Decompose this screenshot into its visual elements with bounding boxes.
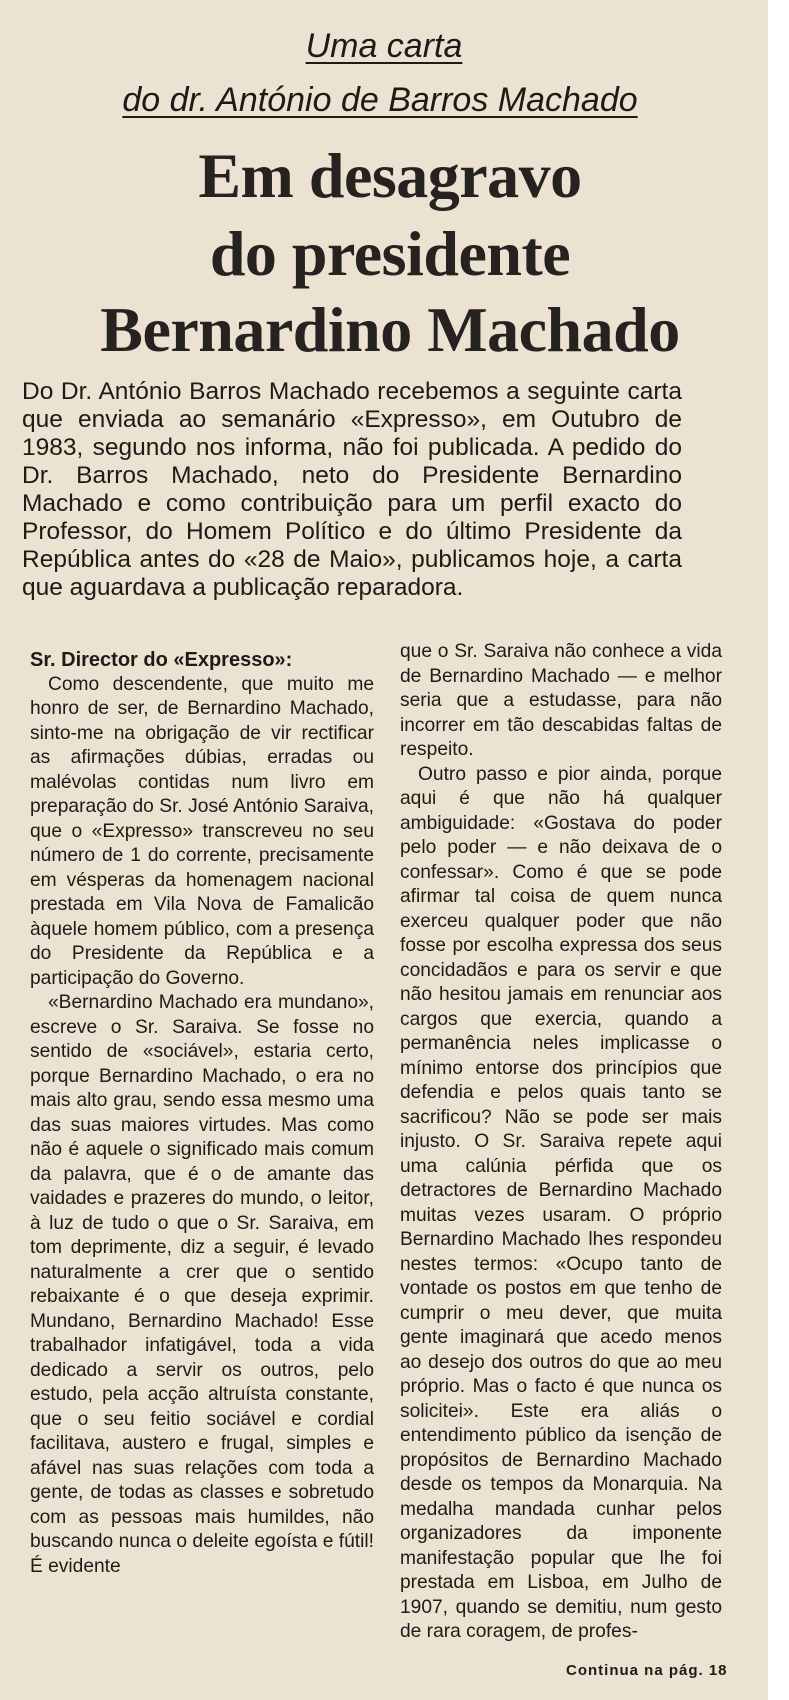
body-paragraph: Outro passo e pior ainda, porque aqui é que não há qualquer ambiguidade: «Gostava do poder pelo poder — e não deixava de o confessar». Como é que se pode afirmar tal coisa de quem nunca exerceu qualquer poder que não fosse por escolha expressa dos seus concidadãos e para os servir e que não hesitou jamais em renunciar aos cargos que exercia, quando a permanência neles implicasse o mínimo entorse dos princípios que defendia e pelos quais tanto se sacrificou? Não se pode ser mais injusto. O Sr. Saraiva repete aqui uma calúnia pérfida que os detractores de Bernardino Machado muitas vezes usaram. O próprio Bernardino Machado lhes respondeu nestes termos: «Ocupo tanto de vontade os postos em que tenho de cumprir o meu dever, que muita gente imaginará que acedo menos ao desejo dos outros do que ao meu próprio. Mas o facto é que nunca os solicitei». Este era aliás o entendimento público da isenção de propósitos de Bernardino Machado desde os tempos da Monarquia. Na medalha mandada cunhar pelos organizadores da imponente manifestação popular que lhe foi prestada em Lisboa, em Julho de 1907, quando se demitiu, num gesto de rara coragem, de profes- bbox=[400, 763, 722, 1642]
intro-paragraph: Do Dr. António Barros Machado recebemos a seguinte carta que enviada ao semanário «Expresso», em Outubro de 1983, segundo nos informa, não foi publicada. A pedido do Dr. Barros Machado, neto do Presidente Bernardino Machado e como contribuição para um perfil exacto do Professor, do Homem Político e do último Presidente da República antes do «28 de Maio», publicamos hoje, a carta que aguardava a publicação reparadora. bbox=[22, 378, 682, 601]
body-column-right bbox=[400, 640, 722, 1645]
headline-line-2: do presidente bbox=[209, 218, 571, 289]
continued-note: Continua na pág. 18 bbox=[566, 1662, 728, 1679]
headline-line-1: Em desagravo bbox=[198, 140, 582, 211]
salutation: Sr. Director do «Expresso»: bbox=[30, 649, 293, 671]
body-paragraph: «Bernardino Machado era mundano», escreve o Sr. Saraiva. Se fosse no sentido de «sociável», estaria certo, porque Bernardino Machado, o era no mais alto grau, sendo essa mesmo uma das suas maiores virtudes. Mas como não é aquele o significado mais comum da palavra, que é o de amante das vaidades e prazeres do mundo, o leitor, à luz de tudo o que o Sr. Saraiva, em tom deprimente, diz a seguir, é levado naturalmente a crer que o sentido rebaixante é o que deseja exprimir. Mundano, Bernardino Machado! Esse trabalhador infatigável, toda a vida dedicado a servir os outros, pelo estudo, pela acção altruísta constante, que o seu feitio sociável e cordial facilitava, austero e frugal, simples e afável nas suas relações com toda a gente, de todas as classes e sobretudo com as pessoas mais humildes, não buscando nunca o deleite egoísta e fútil! É evidente bbox=[30, 992, 374, 1577]
kicker-line-1: Uma carta bbox=[305, 27, 463, 65]
headline-line-3: Bernardino Machado bbox=[100, 294, 680, 365]
kicker-line-2: do dr. António de Barros Machado bbox=[122, 81, 638, 119]
body-paragraph: que o Sr. Saraiva não conhece a vida de Bernardino Machado — e melhor seria que a estudasse, para não incorrer em tão descabidas faltas de respeito. bbox=[400, 641, 722, 760]
body-column-left bbox=[30, 648, 374, 1579]
body-paragraph: Como descendente, que muito me honro de ser, de Bernardino Machado, sinto-me na obrigação de vir rectificar as afirmações dúbias, erradas ou malévolas contidas num livro em preparação do Sr. José António Saraiva, que o «Expresso» transcreveu no seu número de 1 do corrente, precisamente em vésperas da homenagem nacional prestada em Vila Nova de Famalicão àquele homem público, com a presença do Presidente da República e a participação do Governo. bbox=[30, 673, 374, 989]
